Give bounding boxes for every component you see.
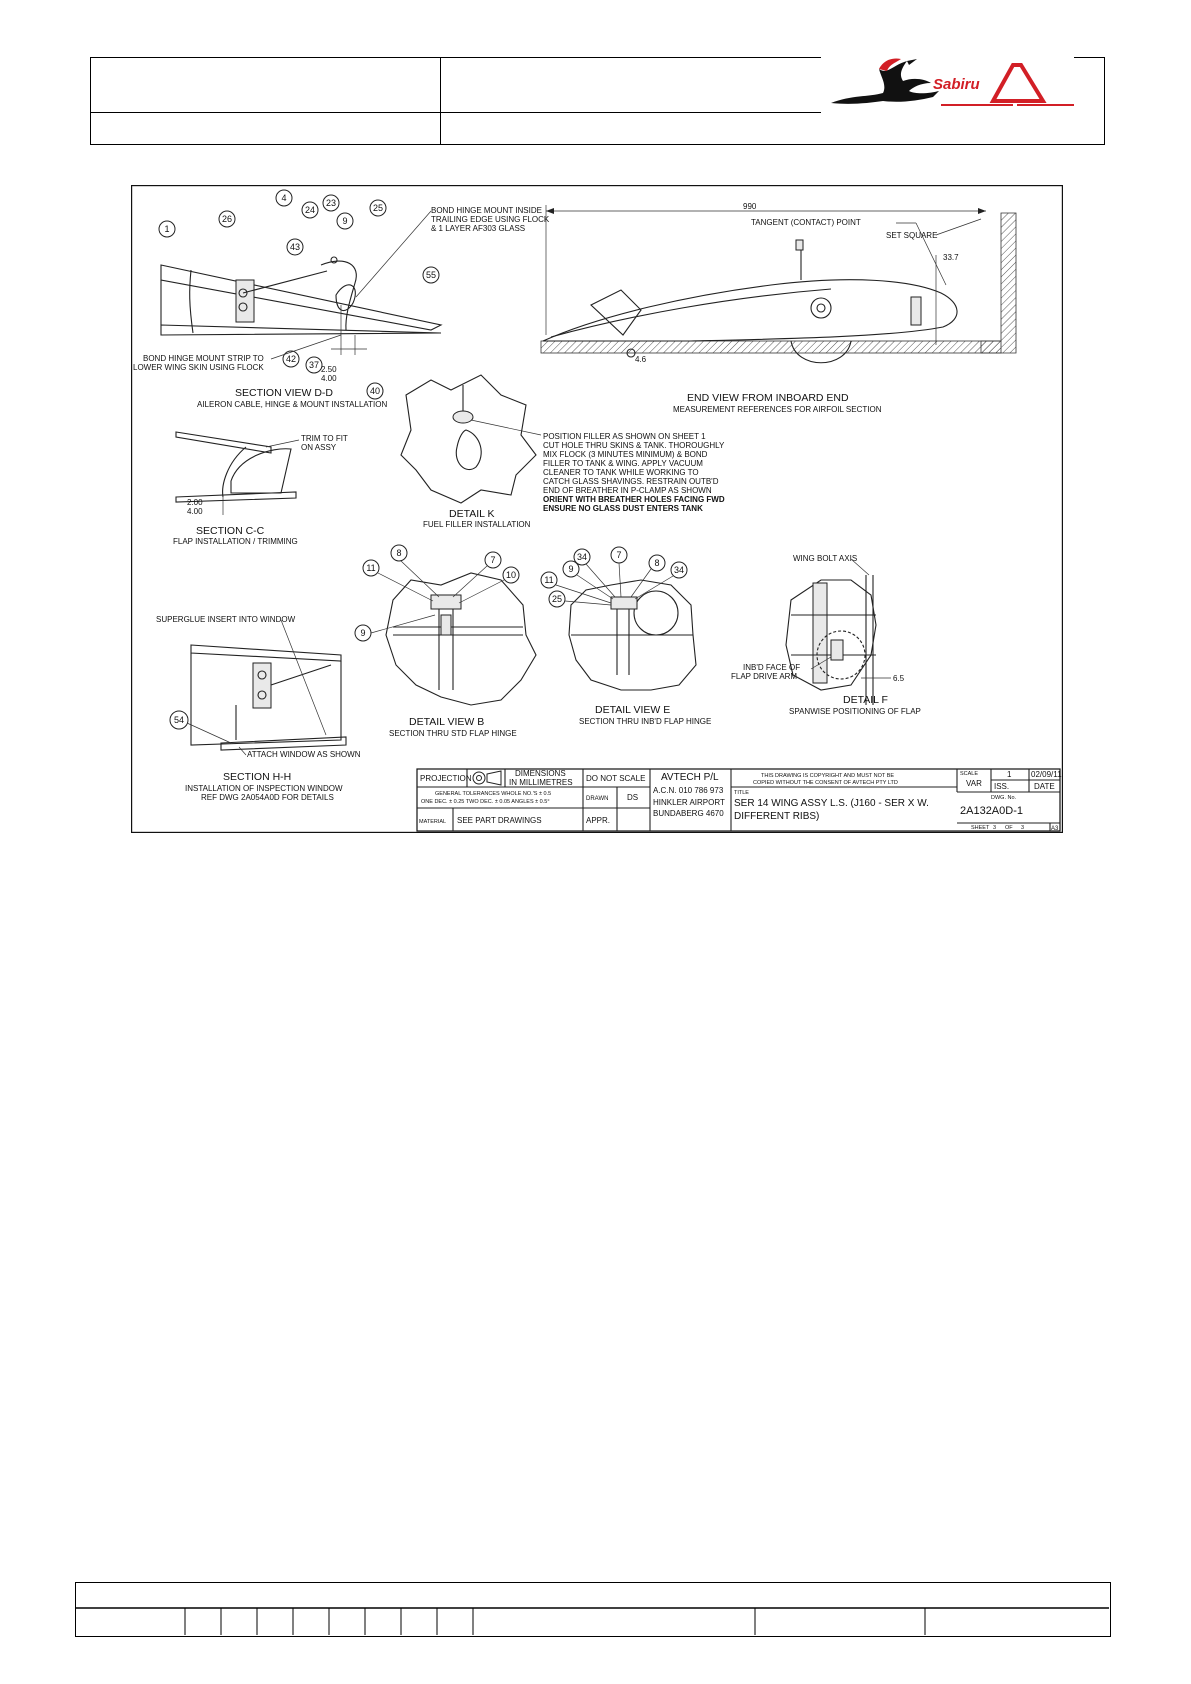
section-dd-dim-1: 2.50 [321, 365, 337, 374]
svg-text:25: 25 [372, 203, 384, 213]
tb-tolerance-1: GENERAL TOLERANCES WHOLE NO.'S ± 0.5 [435, 791, 552, 797]
tb-address-1: HINKLER AIRPORT [653, 798, 725, 807]
svg-text:34: 34 [673, 565, 685, 575]
end-view-title: END VIEW FROM INBOARD END [687, 392, 849, 404]
section-cc-dim-2: 4.00 [187, 507, 203, 516]
section-dd-note-bottom-1: BOND HINGE MOUNT STRIP TO [143, 354, 264, 363]
svg-text:ORIENT WITH BREATHER HOLES FAC: ORIENT WITH BREATHER HOLES FACING FWD [543, 495, 725, 504]
detail-e-subtitle: SECTION THRU INB'D FLAP HINGE [579, 717, 712, 726]
svg-text:9: 9 [342, 216, 348, 226]
tb-dwg-label: DWG. No. [991, 795, 1017, 801]
tb-tolerance-2: ONE DEC. ± 0.25 TWO DEC. ± 0.05 ANGLES ± 0.5° [421, 799, 550, 805]
page-header-table [90, 57, 1105, 145]
svg-text:25: 25 [551, 594, 563, 604]
svg-text:7: 7 [490, 555, 496, 565]
detail-e-title: DETAIL VIEW E [595, 704, 671, 716]
sabiru-logo [821, 55, 1074, 113]
end-view-subtitle: MEASUREMENT REFERENCES FOR AIRFOIL SECTION [673, 405, 882, 414]
svg-text:8: 8 [396, 548, 402, 558]
page-footer-table [75, 1582, 1111, 1637]
tb-title-value-2: DIFFERENT RIBS) [734, 811, 820, 822]
header-cell-ref [91, 113, 441, 144]
detail-k-note [543, 432, 725, 513]
section-hh-balloon: 54 [173, 715, 185, 725]
section-hh-subtitle-1: INSTALLATION OF INSPECTION WINDOW [185, 784, 343, 793]
tb-of-label: OF [1005, 825, 1013, 831]
tb-drawn-label: DRAWN [586, 796, 609, 802]
detail-f-title: DETAIL F [843, 694, 888, 706]
tb-address-2: BUNDABERG 4670 [653, 809, 724, 818]
header-cell-subject [441, 58, 854, 113]
tb-projection: PROJECTION [420, 774, 472, 783]
detail-b-title: DETAIL VIEW B [409, 716, 485, 728]
end-view-dim-height: 33.7 [943, 253, 959, 262]
detail-k-subtitle: FUEL FILLER INSTALLATION [423, 520, 531, 529]
section-cc-note-2: ON ASSY [301, 443, 337, 452]
svg-text:11: 11 [366, 563, 376, 573]
section-dd-note-top-1: BOND HINGE MOUNT INSIDE [431, 206, 542, 215]
tb-material-label: MATERIAL [419, 819, 447, 825]
detail-b-subtitle: SECTION THRU STD FLAP HINGE [389, 729, 517, 738]
svg-text:40: 40 [369, 386, 381, 396]
tb-date-value: 02/09/11 [1031, 770, 1062, 779]
section-dd-dim-2: 4.00 [321, 374, 337, 383]
section-cc-subtitle: FLAP INSTALLATION / TRIMMING [173, 537, 298, 546]
logo-text: Sabiru [933, 76, 980, 93]
svg-text:4: 4 [281, 193, 287, 203]
detail-f-dim: 6.5 [893, 674, 905, 683]
tb-date-label: DATE [1034, 782, 1055, 791]
tb-sheet-value: 3 [993, 825, 997, 831]
end-view-dim-small: 4.6 [635, 355, 647, 364]
svg-text:MIX FLOCK (3 MINUTES MINIMUM): MIX FLOCK (3 MINUTES MINIMUM) & BOND [543, 450, 708, 459]
tb-iss-label: ISS. [994, 782, 1010, 791]
section-hh-note-bottom: ATTACH WINDOW AS SHOWN [247, 750, 361, 759]
detail-f-inbd-face-2: FLAP DRIVE ARM [731, 672, 798, 681]
tb-dimensions-2: IN MILLIMETRES [509, 778, 573, 787]
tb-scale-label: SCALE [960, 771, 979, 777]
tb-sheet-label: SHEET [971, 825, 990, 831]
svg-text:POSITION FILLER AS SHOWN ON SH: POSITION FILLER AS SHOWN ON SHEET 1 [543, 432, 706, 441]
section-dd-note-top-3: & 1 LAYER AF303 GLASS [431, 224, 526, 233]
detail-f-subtitle: SPANWISE POSITIONING OF FLAP [789, 707, 921, 716]
svg-text:24: 24 [304, 205, 316, 215]
title-block [417, 769, 1062, 832]
drawing-svg [131, 185, 1063, 833]
detail-f-inbd-face-1: INB'D FACE OF [743, 663, 801, 672]
detail-k-title: DETAIL K [449, 508, 495, 520]
svg-text:42: 42 [285, 354, 297, 364]
end-view-tangent-label: TANGENT (CONTACT) POINT [751, 218, 861, 227]
header-cell-rev [441, 113, 1103, 144]
tb-copyright-2: COPIED WITHOUT THE CONSENT OF AVTECH PTY LTD [753, 780, 898, 786]
svg-text:11: 11 [544, 575, 554, 585]
svg-text:23: 23 [325, 198, 337, 208]
tb-appr-label: APPR. [586, 816, 611, 825]
tb-material-value: SEE PART DRAWINGS [457, 816, 542, 825]
svg-text:CATCH GLASS SHAVINGS. RESTRAIN: CATCH GLASS SHAVINGS. RESTRAIN OUTB'D [543, 477, 719, 486]
tb-drawn-value: DS [627, 793, 639, 802]
section-dd-subtitle: AILERON CABLE, HINGE & MOUNT INSTALLATION [197, 400, 388, 409]
tb-copyright-1: THIS DRAWING IS COPYRIGHT AND MUST NOT BE [761, 773, 895, 779]
svg-text:7: 7 [616, 550, 622, 560]
svg-text:9: 9 [568, 564, 574, 574]
svg-text:FILLER TO TANK & WING. APPLY V: FILLER TO TANK & WING. APPLY VACUUM [543, 459, 703, 468]
svg-text:9: 9 [360, 628, 366, 638]
svg-text:1: 1 [164, 224, 170, 234]
tb-title-label: TITLE [734, 790, 749, 796]
svg-text:26: 26 [221, 214, 233, 224]
svg-text:CUT HOLE THRU SKINS & TANK. TH: CUT HOLE THRU SKINS & TANK. THOROUGHLY [543, 441, 725, 450]
header-cell-doc-title [91, 58, 441, 113]
svg-text:10: 10 [505, 570, 517, 580]
section-dd-title: SECTION VIEW D-D [235, 387, 334, 399]
section-hh-subtitle-2: REF DWG 2A054A0D FOR DETAILS [201, 793, 334, 802]
svg-text:34: 34 [576, 552, 588, 562]
end-view-set-square-label: SET SQUARE [886, 231, 938, 240]
tb-company: AVTECH P/L [661, 772, 719, 783]
svg-text:55: 55 [425, 270, 437, 280]
logo-area [821, 55, 1074, 113]
tb-title-value-1: SER 14 WING ASSY L.S. (J160 - SER X W. [734, 798, 929, 809]
svg-text:CLEANER TO TANK WHILE WORKING: CLEANER TO TANK WHILE WORKING TO [543, 468, 699, 477]
svg-text:37: 37 [308, 360, 320, 370]
engineering-drawing [131, 185, 1063, 833]
svg-text:8: 8 [654, 558, 660, 568]
end-view-dim-span: 990 [743, 202, 757, 211]
section-cc-dim-1: 2.00 [187, 498, 203, 507]
tb-of-value: 3 [1021, 825, 1025, 831]
tb-scale-value: VAR [966, 779, 982, 788]
footer-grid [76, 1583, 1109, 1635]
section-cc-title: SECTION C-C [196, 525, 265, 537]
svg-text:43: 43 [289, 242, 301, 252]
tb-iss-value: 1 [1007, 770, 1012, 779]
section-hh-title: SECTION H-H [223, 771, 292, 783]
detail-f-wing-bolt-label: WING BOLT AXIS [793, 554, 858, 563]
tb-size: A3 [1051, 826, 1059, 832]
section-hh-note-top: SUPERGLUE INSERT INTO WINDOW [156, 615, 296, 624]
tb-dwg-value: 2A132A0D-1 [960, 805, 1023, 817]
tb-acn: A.C.N. 010 786 973 [653, 786, 724, 795]
section-dd-note-bottom-2: LOWER WING SKIN USING FLOCK [133, 363, 264, 372]
section-cc-note-1: TRIM TO FIT [301, 434, 348, 443]
tb-do-not-scale: DO NOT SCALE [586, 774, 646, 783]
svg-text:END OF BREATHER IN P-CLAMP AS: END OF BREATHER IN P-CLAMP AS SHOWN [543, 486, 712, 495]
tb-dimensions-1: DIMENSIONS [515, 769, 566, 778]
section-dd-note-top-2: TRAILING EDGE USING FLOCK [431, 215, 550, 224]
svg-text:ENSURE NO GLASS DUST ENTERS TA: ENSURE NO GLASS DUST ENTERS TANK [543, 504, 703, 513]
